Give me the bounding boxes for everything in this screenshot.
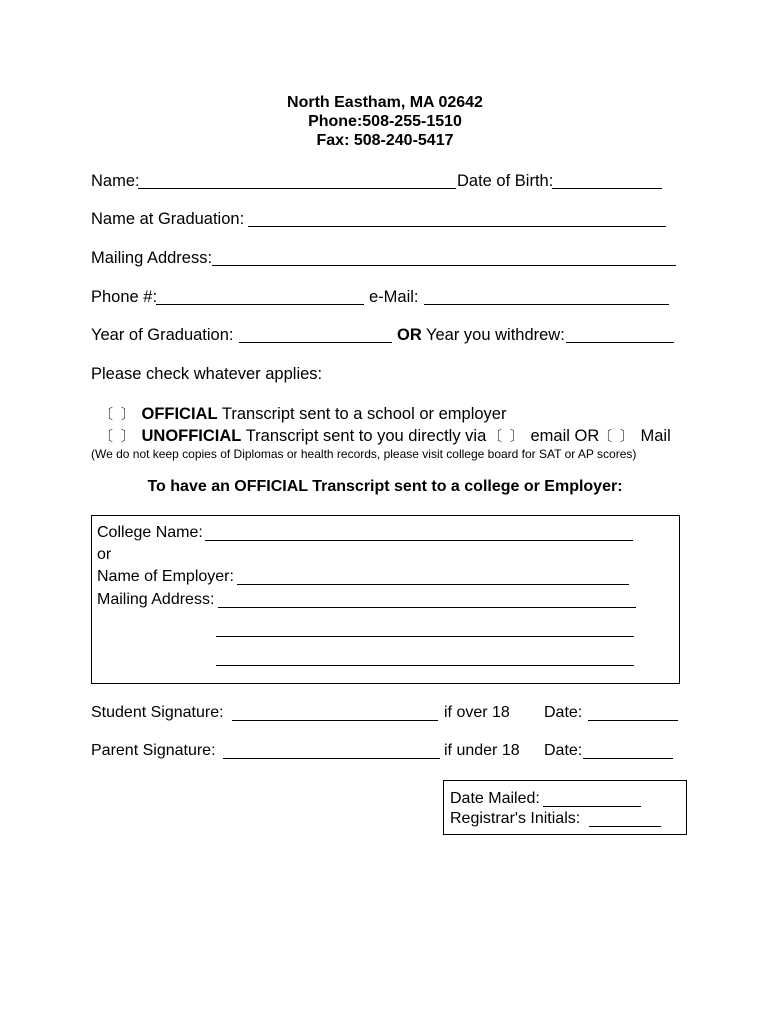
official-option[interactable] — [99, 404, 506, 424]
official-mailing-address-label: Mailing Address: — [97, 591, 215, 608]
official-bold-label: OFFICIAL — [141, 405, 218, 423]
parent-signature-label: Parent Signature: — [91, 742, 216, 759]
year-graduation-field[interactable] — [239, 342, 392, 343]
registrar-initials-field[interactable] — [589, 826, 661, 827]
registrar-initials-label: Registrar's Initials: — [450, 810, 581, 827]
student-date-field[interactable] — [588, 720, 678, 721]
dob-field[interactable] — [552, 188, 662, 189]
unofficial-rest-label: Transcript sent to you directly via — [245, 427, 487, 445]
date-mailed-field[interactable] — [543, 806, 641, 807]
check-prompt: Please check whatever applies: — [91, 365, 323, 383]
name-at-graduation-field[interactable] — [248, 226, 666, 227]
parent-date-field[interactable] — [583, 758, 673, 759]
or-label: OR — [397, 326, 422, 344]
header-fax: Fax: 508-240-5417 — [316, 132, 454, 149]
mail-option-label: Mail — [640, 427, 671, 445]
header-phone: Phone:508-255-1510 — [308, 113, 462, 130]
student-condition: if over 18 — [444, 704, 510, 721]
mailing-address-field[interactable] — [212, 265, 676, 266]
parent-date-label: Date: — [544, 742, 583, 759]
official-mailing-address-field-2[interactable] — [216, 636, 634, 637]
official-rest-label: Transcript sent to a school or employer — [221, 405, 507, 423]
office-use-box — [443, 780, 687, 835]
name-at-graduation-label: Name at Graduation: — [91, 210, 245, 228]
email-label: e-Mail: — [369, 288, 419, 306]
dob-label: Date of Birth: — [457, 172, 554, 190]
or-text: or — [97, 546, 112, 563]
email-field[interactable] — [424, 304, 669, 305]
year-withdrew-field[interactable] — [566, 342, 674, 343]
official-checkbox[interactable]: 〔 〕 — [99, 406, 137, 422]
date-mailed-label: Date Mailed: — [450, 790, 540, 807]
unofficial-checkbox[interactable]: 〔 〕 — [99, 428, 137, 444]
name-label: Name: — [91, 172, 140, 190]
records-note: (We do not keep copies of Diplomas or health records, please visit college board for SAT or AP scores) — [91, 447, 637, 461]
parent-signature-field[interactable] — [223, 758, 440, 759]
year-graduation-label: Year of Graduation: — [91, 326, 234, 344]
official-section-heading: To have an OFFICIAL Transcript sent to a college or Employer: — [147, 478, 623, 495]
official-mailing-address-field-3[interactable] — [216, 665, 634, 666]
email-option[interactable] — [488, 426, 599, 446]
email-checkbox[interactable]: 〔 〕 — [488, 428, 526, 444]
employer-label: Name of Employer: — [97, 568, 234, 585]
college-name-field[interactable] — [205, 540, 633, 541]
unofficial-bold-label: UNOFFICIAL — [141, 427, 242, 445]
header-address: North Eastham, MA 02642 — [287, 94, 483, 111]
employer-field[interactable] — [237, 584, 629, 585]
mailing-address-label: Mailing Address: — [91, 249, 213, 267]
parent-condition: if under 18 — [444, 742, 520, 759]
unofficial-option[interactable] — [99, 426, 486, 446]
college-name-label: College Name: — [97, 524, 203, 541]
student-date-label: Date: — [544, 704, 583, 721]
phone-label: Phone #: — [91, 288, 158, 306]
email-option-label: email OR — [530, 427, 600, 445]
student-signature-field[interactable] — [232, 720, 438, 721]
year-withdrew-label: Year you withdrew: — [426, 326, 565, 344]
student-signature-label: Student Signature: — [91, 704, 224, 721]
mail-checkbox[interactable]: 〔 〕 — [598, 428, 636, 444]
name-field[interactable] — [138, 188, 456, 189]
official-section-box — [91, 515, 680, 684]
phone-field[interactable] — [156, 304, 364, 305]
official-mailing-address-field-1[interactable] — [218, 607, 636, 608]
mail-option[interactable] — [598, 426, 671, 446]
